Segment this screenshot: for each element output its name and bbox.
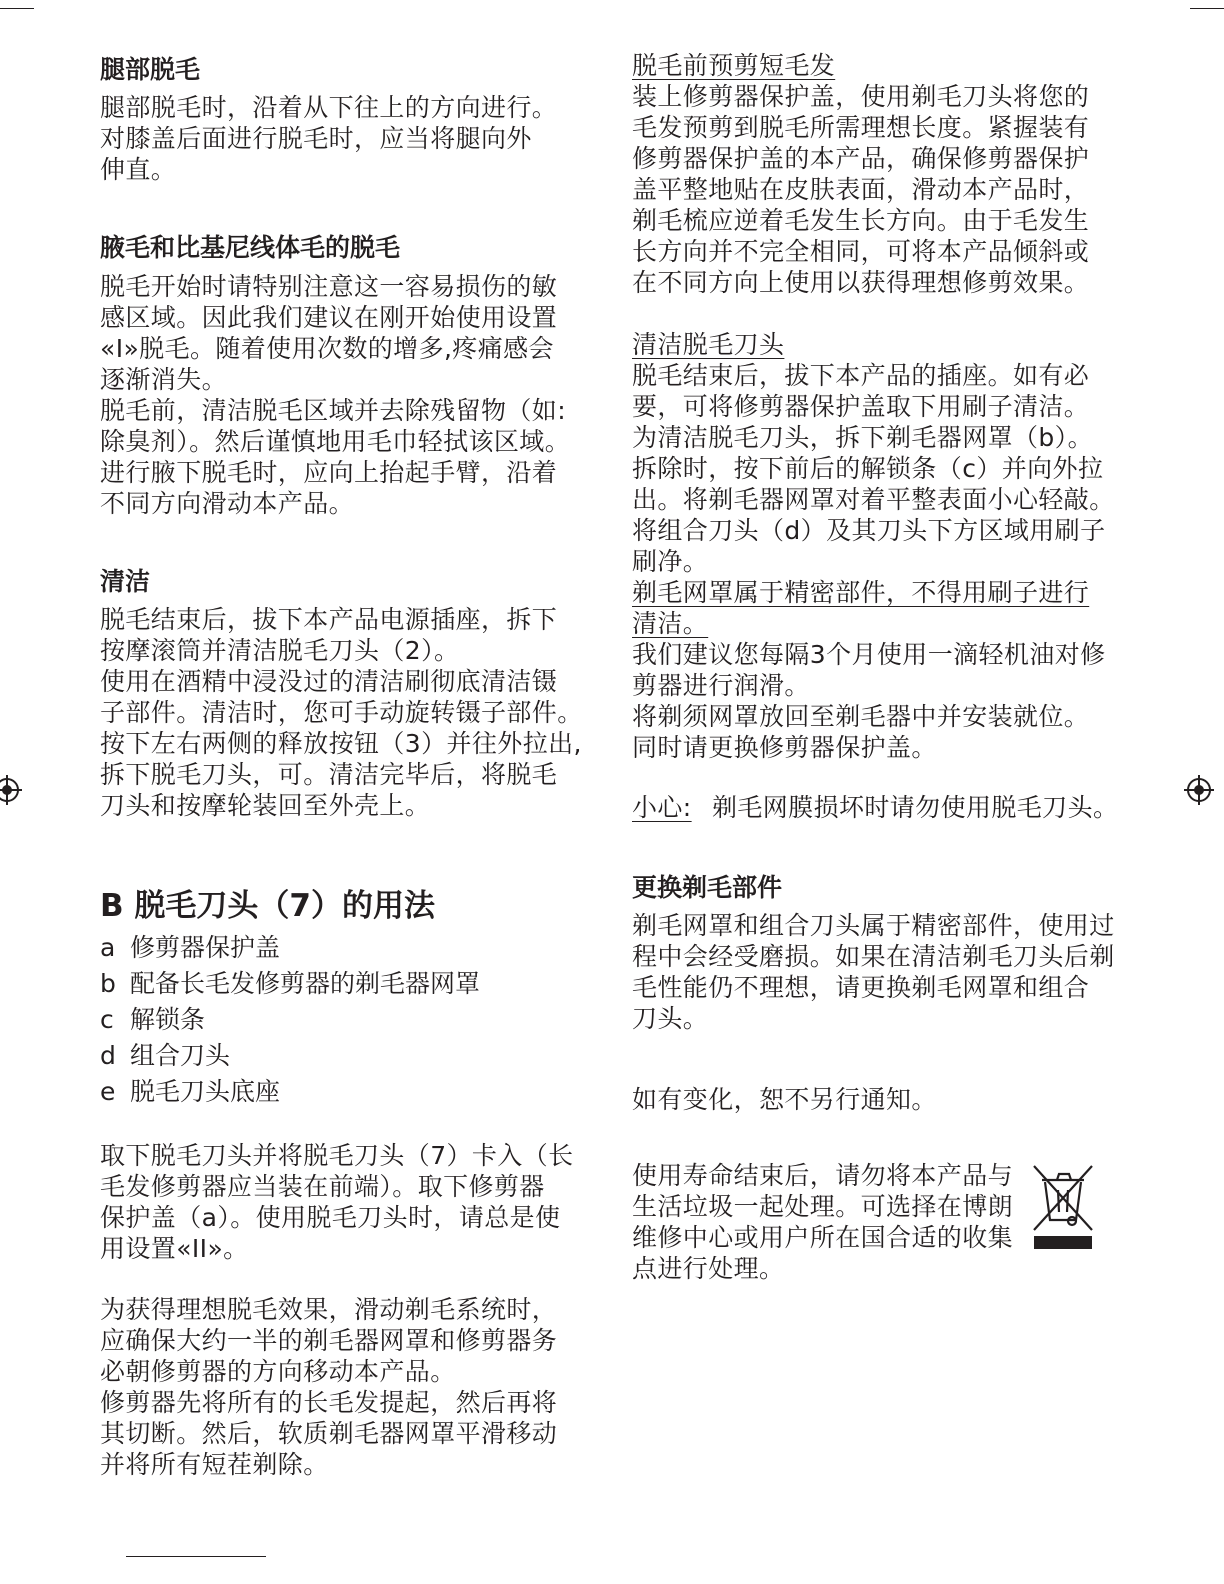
list-item <box>100 930 480 966</box>
text-line: 装上修剪器保护盖，使用剃毛刀头将您的 <box>632 82 1090 111</box>
text-line: 出。将剃毛器网罩对着平整表面小心轻敲。 <box>632 485 1115 514</box>
caution-text: 剃毛网膜损坏时请勿使用脱毛刀头。 <box>711 793 1119 822</box>
text-line: 生活垃圾一起处理。可选择在博朗 <box>632 1192 1014 1221</box>
text-line: 盖平整地贴在皮肤表面，滑动本产品时， <box>632 175 1090 204</box>
text-line: 维修中心或用户所在国合适的收集 <box>632 1223 1014 1252</box>
text-line: 刀头和按摩轮装回至外壳上。 <box>100 791 431 820</box>
notice-text: 如有变化，恕不另行通知。 <box>632 1085 937 1114</box>
registration-mark-right-icon <box>1184 775 1214 805</box>
replace-heading: 更换剃毛部件 <box>632 873 783 902</box>
text-line: 感区域。因此我们建议在刚开始使用设置 <box>100 303 558 332</box>
list-item <box>100 1002 480 1038</box>
leg-paragraph <box>100 92 557 185</box>
clean-head-section <box>632 329 1115 763</box>
text-line: 剪器进行润滑。 <box>632 671 810 700</box>
part-label: 修剪器保护盖 <box>130 933 281 962</box>
crossed-out-wheelie-bin-icon <box>1030 1160 1096 1252</box>
text-line: 使用在酒精中浸没过的清洁刷彻底清洁镊 <box>100 667 558 696</box>
part-label: 脱毛刀头底座 <box>130 1077 281 1106</box>
text-line: 剃毛网罩和组合刀头属于精密部件，使用过 <box>632 911 1115 940</box>
text-line: 程中会经受磨损。如果在清洁剃毛刀头后剃 <box>632 942 1115 971</box>
underarm-paragraph <box>100 271 570 519</box>
underarm-heading: 腋毛和比基尼线体毛的脱毛 <box>100 233 401 262</box>
text-line: 脱毛前，清洁脱毛区域并去除残留物（如: <box>100 396 567 425</box>
usage-paragraph <box>100 1294 557 1480</box>
text-line: 我们建议您每隔3个月使用一滴轻机油对修 <box>632 640 1106 669</box>
pretrim-heading: 脱毛前预剪短毛发 <box>632 51 836 80</box>
text-line: 点进行处理。 <box>632 1254 785 1283</box>
text-line: 子部件。清洁时，您可手动旋转镊子部件。 <box>100 698 583 727</box>
text-line: 拆下脱毛刀头，可。清洁完毕后，将脱毛 <box>100 760 558 789</box>
text-line: 为获得理想脱毛效果，滑动剃毛系统时， <box>100 1295 558 1324</box>
text-line: 保护盖（a）。使用脱毛刀头时，请总是使 <box>100 1203 561 1232</box>
pretrim-section <box>632 50 1089 298</box>
text-line: 并将所有短茬剃除。 <box>100 1450 329 1479</box>
part-key: b <box>100 969 116 998</box>
warning-line: 清洁。 <box>632 609 709 638</box>
text-line: 必朝修剪器的方向移动本产品。 <box>100 1357 456 1386</box>
part-label: 配备长毛发修剪器的剃毛器网罩 <box>130 969 481 998</box>
text-line: 要，可将修剪器保护盖取下用刷子清洁。 <box>632 392 1090 421</box>
caution-label: 小心: <box>632 793 692 822</box>
text-line: 修剪器保护盖的本产品，确保修剪器保护 <box>632 144 1090 173</box>
parts-list <box>100 930 480 1110</box>
replace-paragraph <box>632 910 1115 1034</box>
text-line: 脱毛结束后，拔下本产品电源插座，拆下 <box>100 605 558 634</box>
text-line: 将组合刀头（d）及其刀头下方区域用刷子 <box>632 516 1106 545</box>
part-key: d <box>100 1041 116 1070</box>
crop-mark-top-right <box>1190 8 1224 9</box>
text-line: 伸直。 <box>100 155 177 184</box>
part-key: e <box>100 1077 116 1106</box>
list-item <box>100 966 480 1002</box>
text-line: 为清洁脱毛刀头，拆下剃毛器网罩（b）。 <box>632 423 1093 452</box>
text-line: 长方向并不完全相同，可将本产品倾斜或 <box>632 237 1090 266</box>
part-label: 组合刀头 <box>130 1041 231 1070</box>
caution-line <box>632 792 1118 823</box>
section-b-heading: B 脱毛刀头（7）的用法 <box>100 888 435 924</box>
text-line: «I»脱毛。随着使用次数的增多,疼痛感会 <box>100 334 554 363</box>
attach-paragraph <box>100 1140 574 1264</box>
list-item <box>100 1038 480 1074</box>
text-line: 毛发修剪器应当装在前端）。取下修剪器 <box>100 1172 545 1201</box>
text-line: 脱毛结束后，拔下本产品的插座。如有必 <box>632 361 1090 390</box>
text-line: 按下左右两侧的释放按钮（3）并往外拉出, <box>100 729 582 758</box>
crop-mark-bottom-left <box>126 1556 266 1557</box>
part-key: c <box>100 1005 114 1034</box>
text-line: 其切断。然后，软质剃毛器网罩平滑移动 <box>100 1419 558 1448</box>
part-label: 解锁条 <box>130 1005 206 1034</box>
clean-head-heading: 清洁脱毛刀头 <box>632 330 785 359</box>
text-line: 剃毛梳应逆着毛发生长方向。由于毛发生 <box>632 206 1090 235</box>
warning-line: 剃毛网罩属于精密部件，不得用刷子进行 <box>632 578 1090 607</box>
text-line: 毛发预剪到脱毛所需理想长度。紧握装有 <box>632 113 1090 142</box>
text-line: 腿部脱毛时，沿着从下往上的方向进行。 <box>100 93 558 122</box>
text-line: 在不同方向上使用以获得理想修剪效果。 <box>632 268 1090 297</box>
text-line: 应确保大约一半的剃毛器网罩和修剪器务 <box>100 1326 558 1355</box>
cleaning-paragraph <box>100 604 583 821</box>
text-line: 使用寿命结束后，请勿将本产品与 <box>632 1161 1014 1190</box>
text-line: 修剪器先将所有的长毛发提起，然后再将 <box>100 1388 558 1417</box>
text-line: 拆除时，按下前后的解锁条（c）并向外拉 <box>632 454 1104 483</box>
text-line: 除臭剂）。然后谨慎地用毛巾轻拭该区域。 <box>100 427 571 456</box>
disposal-paragraph <box>632 1160 1013 1284</box>
leg-heading: 腿部脱毛 <box>100 55 201 84</box>
crop-mark-top-left <box>0 8 34 9</box>
part-key: a <box>100 933 116 962</box>
text-line: 不同方向滑动本产品。 <box>100 489 355 518</box>
cleaning-heading: 清洁 <box>100 567 151 596</box>
registration-mark-left-icon <box>0 775 22 805</box>
text-line: 进行腋下脱毛时，应向上抬起手臂，沿着 <box>100 458 558 487</box>
text-line: 脱毛开始时请特别注意这一容易损伤的敏 <box>100 272 558 301</box>
text-line: 逐渐消失。 <box>100 365 228 394</box>
text-line: 毛性能仍不理想，请更换剃毛网罩和组合 <box>632 973 1090 1002</box>
list-item <box>100 1074 480 1110</box>
text-line: 按摩滚筒并清洁脱毛刀头（2）。 <box>100 636 460 665</box>
text-line: 刀头。 <box>632 1004 709 1033</box>
text-line: 刷净。 <box>632 547 709 576</box>
text-line: 取下脱毛刀头并将脱毛刀头（7）卡入（长 <box>100 1141 574 1170</box>
text-line: 用设置«II»。 <box>100 1234 249 1263</box>
text-line: 对膝盖后面进行脱毛时，应当将腿向外 <box>100 124 532 153</box>
text-line: 同时请更换修剪器保护盖。 <box>632 733 937 762</box>
text-line: 将剃须网罩放回至剃毛器中并安装就位。 <box>632 702 1090 731</box>
